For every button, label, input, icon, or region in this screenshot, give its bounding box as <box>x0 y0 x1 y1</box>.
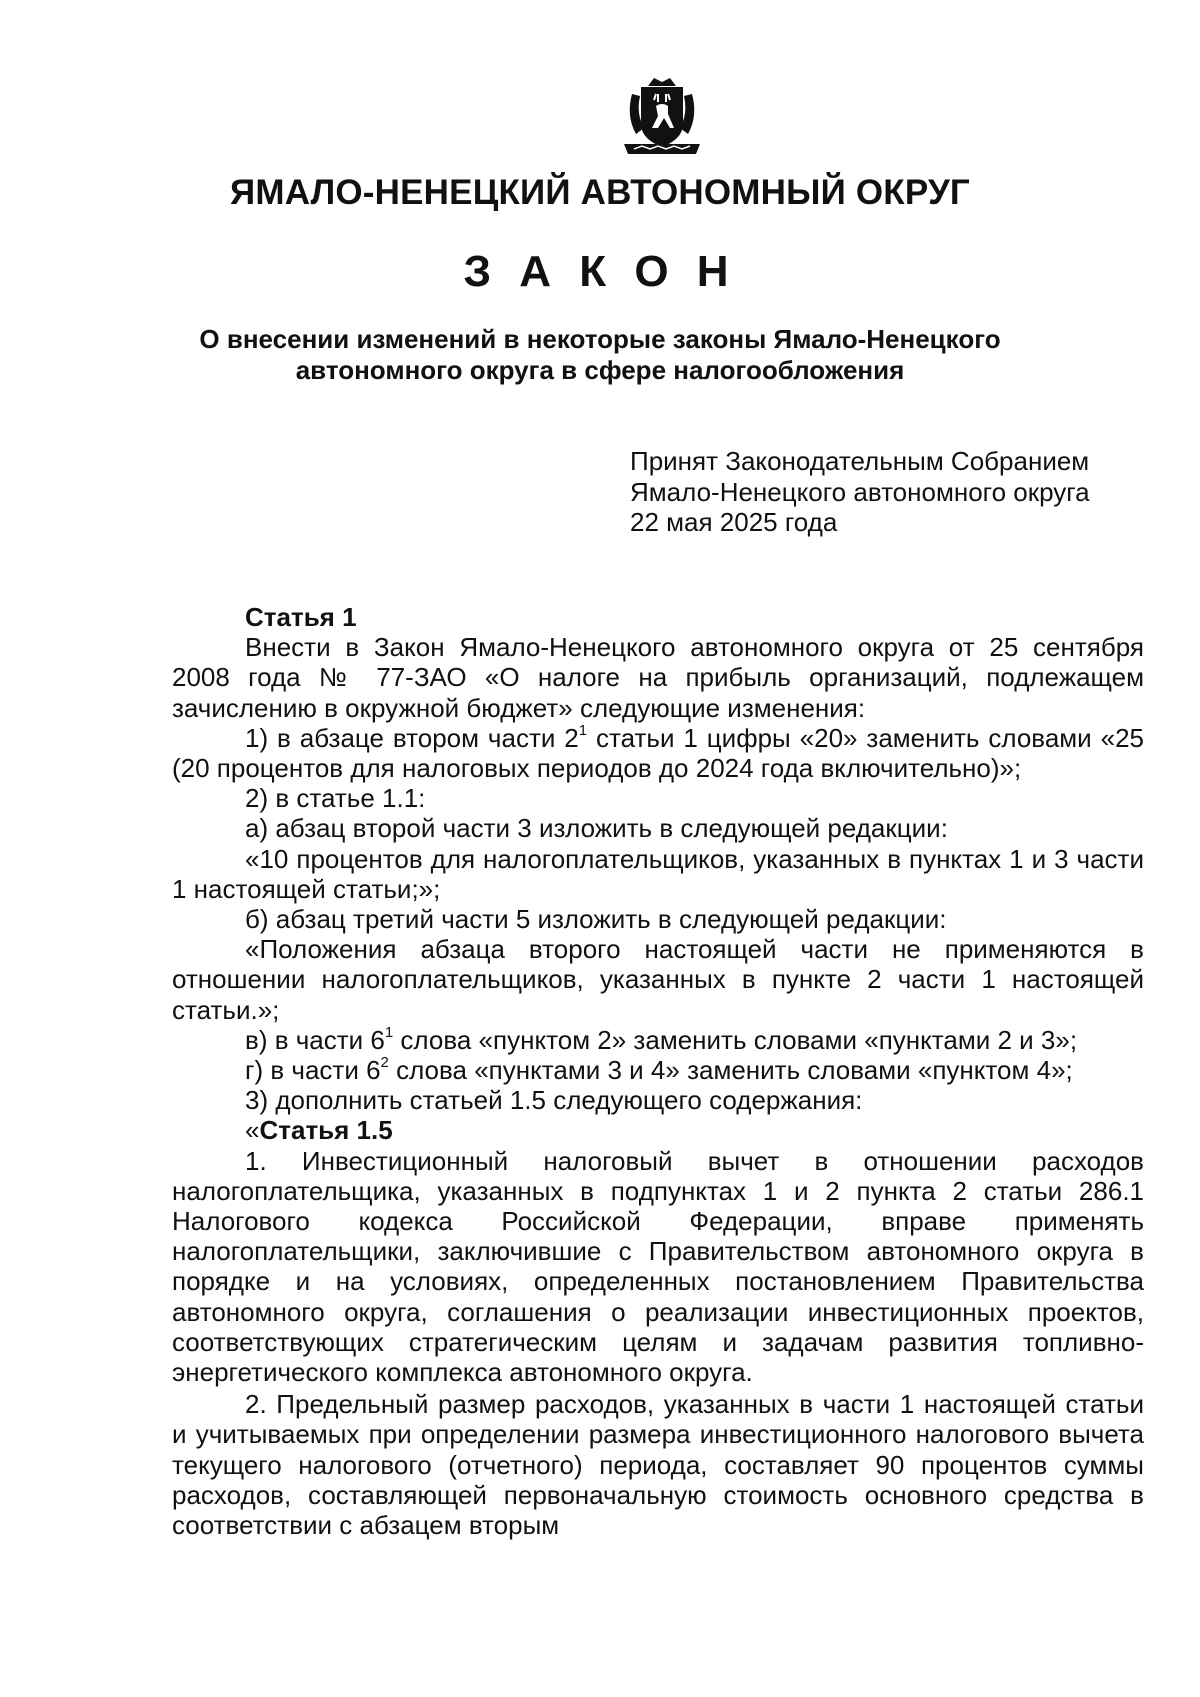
new-article-heading-text: Статья 1.5 <box>259 1115 393 1146</box>
superscript: 1 <box>384 1024 394 1042</box>
adoption-note <box>630 446 1090 538</box>
amendment-item-2v-text-a: в) в части 6 <box>245 1024 385 1055</box>
amendment-item-2v <box>172 1025 1144 1055</box>
law-title-line-1: О внесении изменений в некоторые законы Ямало-Ненецкого <box>199 324 1001 354</box>
amendment-item-2g <box>172 1055 1144 1085</box>
document-type: З А К О Н <box>463 247 737 296</box>
adoption-line-1: Принят Законодательным Собранием <box>630 446 1090 476</box>
adoption-line-2: Ямало-Ненецкого автономного округа <box>630 476 1090 507</box>
amendment-item-1 <box>172 723 1144 783</box>
amendment-item-2a: а) абзац второй части 3 изложить в следующей редакции: <box>245 813 948 844</box>
new-article-paragraph-2: 2. Предельный размер расходов, указанных в части 1 настоящей статьи и учитываемых при определении размера инвестиционного налогового вычета текущего налогового (отчетного) периода, составляет 90 процентов суммы расходов, составляющей первоначальную стоимость основного средства в соответствии с абзацем вторым <box>172 1389 1144 1541</box>
law-title <box>150 324 1050 386</box>
new-article-heading <box>172 1115 1144 1145</box>
amendment-item-2: 2) в статье 1.1: <box>245 783 426 814</box>
law-title-line-2: автономного округа в сфере налогообложения <box>295 355 905 385</box>
coat-of-arms-emblem <box>618 76 706 158</box>
superscript: 1 <box>578 722 588 740</box>
amendment-item-2b: б) абзац третий части 5 изложить в следующей редакции: <box>245 904 947 935</box>
opening-quote: « <box>245 1115 260 1146</box>
amendment-item-1-text-b: статьи 1 цифры «20» заменить словами «25 (20 процентов для налоговых периодов до 2024 года включительно)»; <box>172 722 1144 784</box>
article-heading: Статья 1 <box>245 602 357 632</box>
superscript: 2 <box>380 1054 389 1072</box>
article-body <box>172 602 1144 1540</box>
amendment-item-1-text-a: 1) в абзаце втором части 2 <box>245 722 579 753</box>
region-name: ЯМАЛО-НЕНЕЦКИЙ АВТОНОМНЫЙ ОКРУГ <box>230 173 970 212</box>
amendment-item-3: 3) дополнить статьей 1.5 следующего содержания: <box>245 1085 863 1116</box>
amendment-item-2g-text-b: слова «пунктами 3 и 4» заменить словами «пунктом 4»; <box>388 1055 1073 1086</box>
amendment-item-2g-text-a: г) в части 6 <box>245 1055 381 1086</box>
amendment-item-2a-quote: «10 процентов для налогоплательщиков, указанных в пунктах 1 и 3 части 1 настоящей статьи;»; <box>172 843 1144 904</box>
amendment-item-2b-quote: «Положения абзаца второго настоящей части не применяются в отношении налогоплательщиков, указанных в пункте 2 части 1 настоящей статьи.»; <box>172 934 1144 1025</box>
amendment-item-2v-text-b: слова «пунктом 2» заменить словами «пунктами 2 и 3»; <box>393 1024 1078 1055</box>
adoption-date: 22 мая 2025 года <box>630 507 838 537</box>
new-article-paragraph-1: 1. Инвестиционный налоговый вычет в отношении расходов налогоплательщика, указанных в подпунктах 1 и 2 пункта 2 статьи 286.1 Налогового кодекса Российской Федерации, вправе применять налогоплательщики, заключившие с Правительством автономного округа в порядке и на условиях, определенных постановлением Правительства автономного округа, соглашения о реализации инвестиционных проектов, соответствующих стратегическим целям и задачам развития топливно-энергетического комплекса автономного округа. <box>172 1145 1144 1388</box>
article-intro: Внести в Закон Ямало-Ненецкого автономного округа от 25 сентября 2008 года № 77-ЗАО «О налоге на прибыль организаций, подлежащем зачислению в окружной бюджет» следующие изменения: <box>172 632 1144 723</box>
